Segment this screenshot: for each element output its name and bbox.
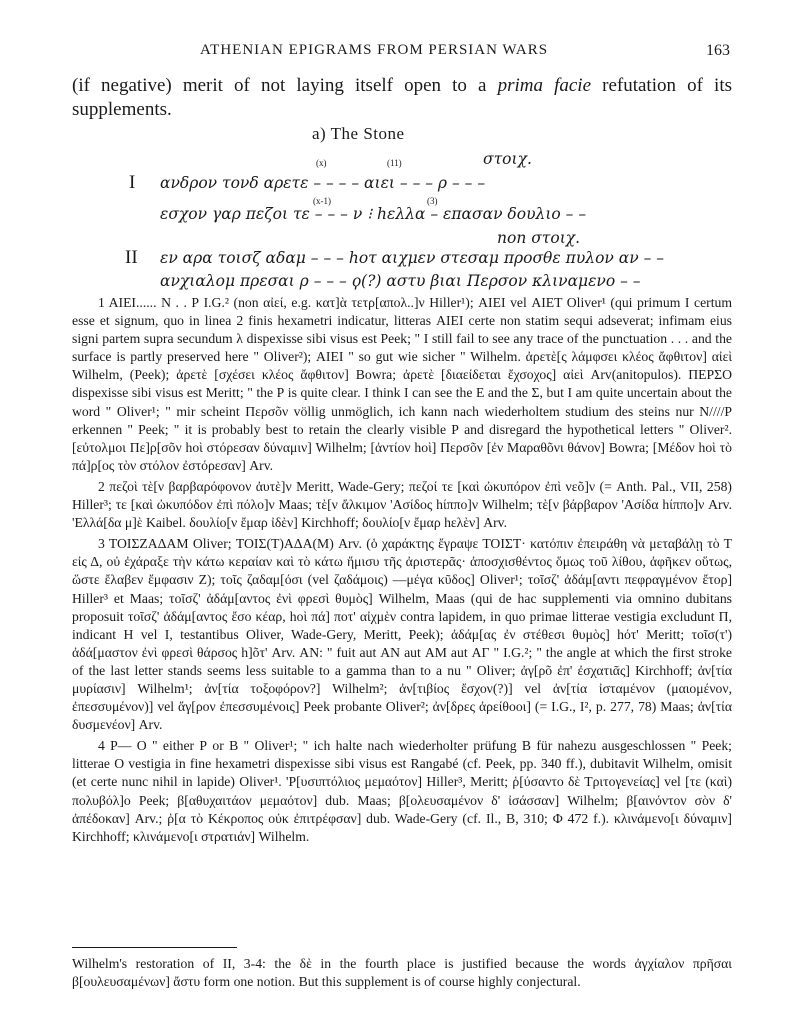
marker-x: (x) — [316, 158, 327, 168]
footnote-rule — [72, 947, 237, 948]
line-number-II: II — [125, 247, 138, 268]
running-title: ATHENIAN EPIGRAMS FROM PERSIAN WARS — [200, 42, 549, 58]
intro-italic: prima facie — [497, 75, 592, 96]
inscription-line-2: εσχον γαρ πεζοι τε – – – ν ⁝ hελλα – επασαν δουλιο – – — [160, 205, 587, 223]
note-4: 4 Ρ— Ο " either Ρ or Β " Oliver¹; " ich halte nach wiederholter prüfung Β für nahezu ausgeschlossen " Peek; litterae Ο vestigia in fine hexametri dispexisse sibi visus est Rangabé (cf. Peek, pp. 340 ff.), dubitavit Wilhelm, omisit (et certe nunc nihil in lapide) Oliver¹. 'Ρ[υσιπτόλιος μεμαότον] Hiller³, Meritt; ῥ[ύσαντο δὲ Τριτογενείας] vel [τε (καὶ) πολυβόλ]ο Peek; β[αθυχαιτάον μεμαότον] dub. Maas; β[ολευσαμένον δ' ἰσάσσαν] Wilhelm; β[αινόντον σὸν δ' ἀπέδοκαν] Arv.; ῥ[α τὸ Κέκροπος οὐκ ἐπιτρέφσαν] dub. Wade-Gery (cf. Il., Β, 310; Φ 472 f.). κλινάμενο[ι δύναμιν] Kirchhoff; κλινάμενο[ι στρατιάν] Wilhelm. — [72, 738, 732, 844]
inscription-line-1: ανδρον τονδ αρετε – – – – αιει – – – ρ – – – — [160, 174, 486, 192]
intro-text-before: (if negative) merit of not laying itself open to a — [72, 75, 498, 96]
intro-text-after: refutation of its supplements. — [72, 75, 732, 120]
note-3: 3 ΤΟΙΣΖΑΔΑΜ Oliver; ΤΟΙΣ(Τ)ΑΔΑ(Μ) Arv. (ὁ χαράκτης ἔγραψε ΤΟΙΣΤ· κατόπιν ἐπειράθη νὰ μεταβάλῃ τὸ Τ εἰς Δ, οὐ ἐχάραξε τὴν κάτω κεραίαν καὶ τὸ κάτω ἥμισυ τῆς ἀριστερᾶς· ἀποσχισθέντος ὅμως τοῦ λίθου, ἀφῆκεν οὕτως, ὥστε ἔλαβεν ἔμφασιν Ζ); τοῖς ζαδαμ[όσι (vel ζαδάμοις) —μέγα κῦδος] Oliver¹; τοῖσζ' ἀδάμ[αντι πεφραγμένον ἔτορ] Hiller³ et Maas; τοῖσζ' ἀδάμ[αντος ἐνὶ φρεσὶ θυμὸς] Wilhelm, Maas (qui de hac supplementi via omnino dubitans proposuit τοῖσζ' ἀδάμ[αντος ἔσο κέαρ, hοὶ πά] ποτ' αἰχμὲν contra lapidem, in quo primae litterae vestigia excludunt Π, indicant Η vel Ι, testantibus Oliver, Wade-Gery, Meritt, Peek); ἀδάμ[ας ἐν στέθεσι θυμὸς] hότ' Meritt; τοῖσ(τ') ἀδά[μαστον ἐνὶ φρεσὶ θάρσος h]õτ' Arv. ΑΝ: " fuit aut ΑΝ aut ΑΜ aut ΑΓ " I.G.²; " the angle at which the first stroke of the last letter stands seems less suitable to a gamma than to a nu " Oliver; ἀγ[ρõ ἐπ' ἐσχατιᾶς] Kirchhoff; ἀν[τία μυρίασιν] Wilhelm¹; ἀν[τία τοξοφόρον?] Wilhelm²; ἀν[τιβίος ἔσχον(?)] vel ἀν[τία ἰσταμένον (μαιομένον, ἐπεσσυμένον)] vel ἄγ[ρον ἐπεσσυμένοις] Peek probante Oliver²; ἀν[δρες ἀρείθοοι] (= I.G., I², p. 277, 78) Maas; ἀν[τία δυσμενέον] Arv. — [72, 536, 732, 733]
stoich-label-1: στοιχ. — [483, 150, 532, 168]
intro-paragraph — [72, 74, 732, 122]
note-2: 2 πεζοὶ τὲ[ν βαρβαρόφονον ἀυτὲ]ν Meritt, Wade-Gery; πεζοί τε [καὶ ὠκυπόρον ἐπὶ νεõ]ν (= Anth. Pal., VII, 258) Hiller³; τε [καὶ ὠκυπόδον ἐπὶ πόλο]ν Maas; τὲ[ν ἄλκιμον 'Ασίδος hίππο]ν Wilhelm; τὲ[ν βάρβαρον 'Ασίδα hίππο]ν Arv. 'Ελλά[δα μ]ὲ Kaibel. δουλίο[ν ἔμαρ ἰδὲν] Kirchhoff; δουλίο[ν ἔμαρ hελὲν] Arv. — [72, 478, 732, 531]
inscription-line-3: εν αρα τοισζ αδαμ – – – hοτ αιχμεν στεσαμ προσθε πυλον αν – – — [160, 249, 664, 267]
marker-11: (11) — [387, 158, 402, 168]
line-number-I: I — [129, 172, 136, 193]
inscription-line-4: ανχιαλομ πρεσαι ρ – – – ϙ(?) αστυ βιαι Περσον κλιναμενο – – — [160, 272, 641, 290]
stoich-label-2: non στοιχ. — [497, 229, 581, 247]
page-number: 163 — [706, 42, 730, 59]
marker-x-1: (x-1) — [313, 196, 331, 206]
section-title: a) The Stone — [312, 124, 405, 143]
footnote: Wilhelm's restoration of II, 3-4: the δὲ in the fourth place is justified because the words ἀγχίαλον πρῆσαι β[ουλευσαμένων] ἄστυ form one notion. But this supplement is of course highly conjectural. — [72, 956, 732, 989]
marker-3: (3) — [427, 196, 438, 206]
note-1: 1 ΑΙΕΙ...... Ν . . Ρ I.G.² (non αἰεί, e.g. κατ]ὰ τετρ[απολ..]ν Hiller¹); ΑΙΕΙ vel ΑΙΕΤ Oliver¹ (qui primum I certum esse et signum, quo in linea 2 finis hexametri indicatur, litteras ΑΙΕΙ certe non statim sequi adseverat; infimam eius signi partem supra secundum λ dispexisse sibi visus est Peek; " I still fail to see any trace of the punctuation . . . and the surface is partly preserved here " Oliver²); ΑΙΕΙ " so gut wie sicher " Wilhelm. ἀρετὲ[ς λάμφσει κλέος ἄφθιτον] αἰεὶ Wilhelm, (Peek); ἀρετὲ [σχέσει κλέος ἄφθιτον] Bowra; ἀρετὲ [διαείδεται ἔχσοχος] αἰεὶ Arv(anitopulos). ΠΕΡΣΟ dispexisse sibi visus est Meritt; " the Ρ is quite clear. I think I can see the Ε and the Σ, but I am quite uncertain about the word " Oliver¹; " mir scheint Περσõν völlig unmöglich, ich kann nach wiederholtem studium des steins nur Ν////Ρ erkennen " Peek; " it is probably best to retain the clearly visible Ρ and disregard the hypothetical letters " Oliver². [εὐτολμοι Πε]ρ[σõν hοὶ στόρεσαν δύναμιν] Wilhelm; [ἀντίον hοὶ] Περσõν [ἐν Μαραθõνι θάνον] Bowra; [Μέδον hοὶ τὸ πά]ρ[ος τὸν στόλον ἐστόρεσαν] Arv. — [72, 295, 732, 473]
apparatus-criticus — [72, 294, 732, 849]
running-header — [72, 42, 730, 64]
